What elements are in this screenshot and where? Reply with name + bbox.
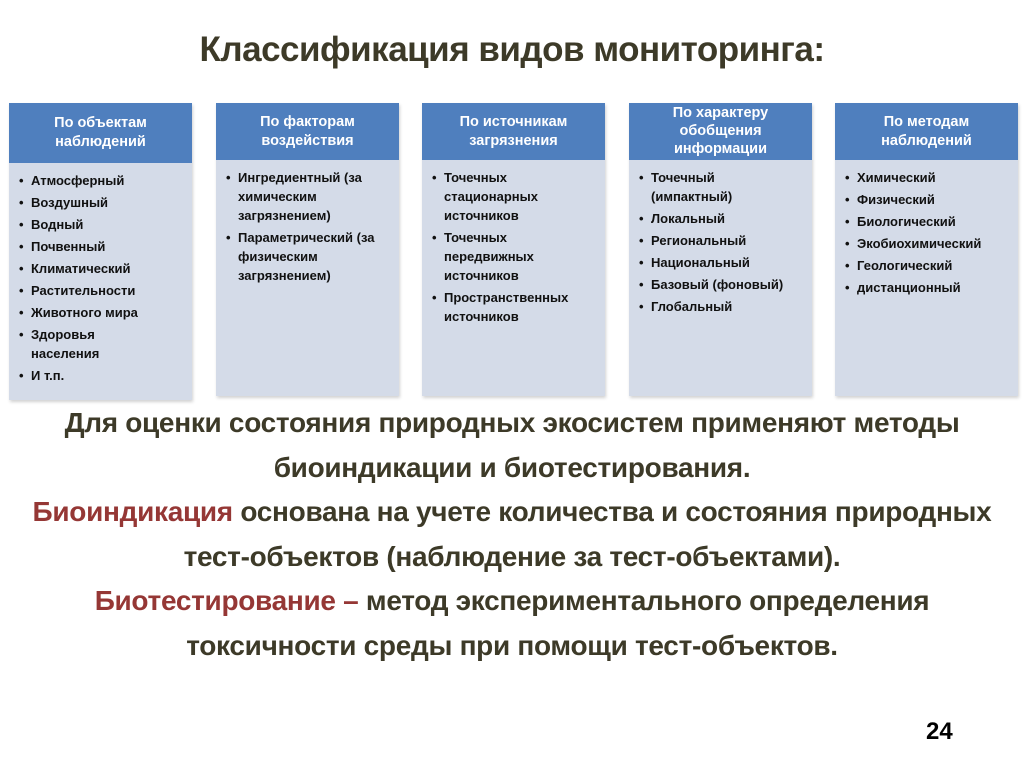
bioindication-term: Биоиндикация [32,496,233,527]
list-item: • Животного мира [19,303,186,322]
category-box-sources [422,103,605,396]
list-item: • И т.п. [19,366,186,385]
list-item: • Климатический [19,259,186,278]
category-header: По источникам загрязнения [422,103,605,160]
category-box-generalization [629,103,812,396]
bioindication-definition: основана на учете количества и состояния природных тест-объектов (наблюдение за тест-объектами). [183,496,992,572]
list-item: • Водный [19,215,186,234]
list-item: • Точечный (импактный) [639,168,751,206]
list-item: • Физический [845,190,1012,209]
list-item: • Базовый (фоновый) [639,275,806,294]
list-item: • Воздушный [19,193,186,212]
category-list [432,168,599,326]
list-item: • Региональный [639,231,806,250]
list-item: • Пространственных источников [432,288,599,326]
list-item: • Точечных стационарных источников [432,168,554,225]
biotesting-definition: метод экспериментального определения токсичности среды при помощи тест-объектов. [186,585,930,661]
list-item: • Почвенный [19,237,186,256]
list-item: • Геологический [845,256,1012,275]
category-box-objects [9,103,192,400]
category-box-methods [835,103,1018,396]
intro-paragraph: Для оценки состояния природных экосистем применяют методы биоиндикации и биотестирования. [64,407,960,483]
list-item: • Экобиохимический [845,234,1012,253]
list-item: • Биологический [845,212,1012,231]
biotesting-term: Биотестирование – [94,585,359,616]
category-list [639,168,806,316]
list-item: • Ингредиентный (за химическим загрязнением) [226,168,393,225]
list-item: • Атмосферный [19,171,186,190]
list-item: • Химический [845,168,1012,187]
category-header: По объектам наблюдений [9,103,192,163]
list-item: • Глобальный [639,297,806,316]
category-list [845,168,1012,297]
list-item: • Точечных передвижных источников [432,228,554,285]
list-item: • Здоровья населения [19,325,111,363]
category-list [19,171,186,385]
category-header: По характеру обобщения информации [629,103,812,160]
slide-title: Классификация видов мониторинга: [199,30,825,69]
description-text [20,401,1004,668]
bioindication-paragraph [20,490,1004,579]
category-header: По методам наблюдений [835,103,1018,160]
category-list [226,168,393,285]
biotesting-paragraph [20,579,1004,668]
list-item: • Национальный [639,253,806,272]
list-item: • Локальный [639,209,806,228]
list-item: • Растительности [19,281,186,300]
page-number: 24 [926,718,953,745]
list-item: • дистанционный [845,278,1012,297]
category-header: По факторам воздействия [216,103,399,160]
category-box-factors [216,103,399,396]
list-item: • Параметрический (за физическим загрязнением) [226,228,393,285]
